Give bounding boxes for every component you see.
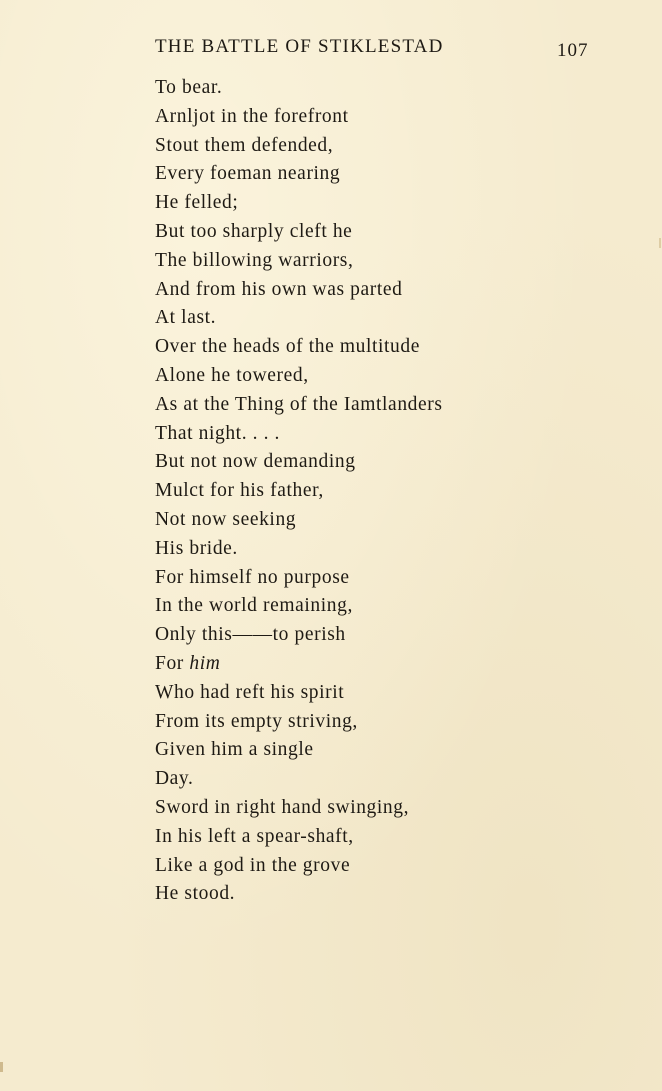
poem-line: Like a god in the grove [155,854,351,876]
poem-line: Arnljot in the forefront [155,105,349,127]
poem-line: That night. . . . [155,422,281,444]
poem-line: He stood. [155,883,236,905]
poem-line: The billowing warriors, [155,249,354,271]
poem-line: But too sharply cleft he [155,220,353,242]
poem-line: At last. [155,307,217,329]
poem-line [155,650,625,679]
poem-line: Day. [155,768,194,790]
poem-line: In his left a spear-shaft, [155,825,354,847]
poem-line: Over the heads of the multitude [155,336,420,358]
poem-line: Sword in right hand swinging, [155,796,410,818]
poem-line: Given him a single [155,739,314,761]
poem-line: Stout them defended, [155,134,334,156]
poem-line: From its empty striving, [155,710,358,732]
poem-line: But not now demanding [155,451,356,473]
page-edge-mark [659,238,661,248]
poem-line: Not now seeking [155,508,297,530]
page-number: 107 [557,40,589,61]
page-edge-mark [0,1062,3,1072]
poem-text [155,74,625,909]
poem-line-text: For [155,652,190,674]
poem-line: He felled; [155,192,239,214]
poem-line: To bear. [155,77,223,98]
running-head-title: THE BATTLE OF STIKLESTAD [155,36,444,57]
poem-line: In the world remaining, [155,595,353,617]
poem-line: Every foeman nearing [155,163,341,185]
poem-line: Mulct for his father, [155,480,324,502]
poem-line: His bride. [155,537,238,559]
poem-line: Only this——to perish [155,624,346,646]
poem-line: Who had reft his spirit [155,681,345,703]
poem-line: Alone he towered, [155,364,309,386]
poem-line: As at the Thing of the Iamtlanders [155,393,443,415]
poem-line: And from his own was parted [155,278,403,300]
poem-line: For himself no purpose [155,566,350,588]
italic-word: him [189,652,221,674]
